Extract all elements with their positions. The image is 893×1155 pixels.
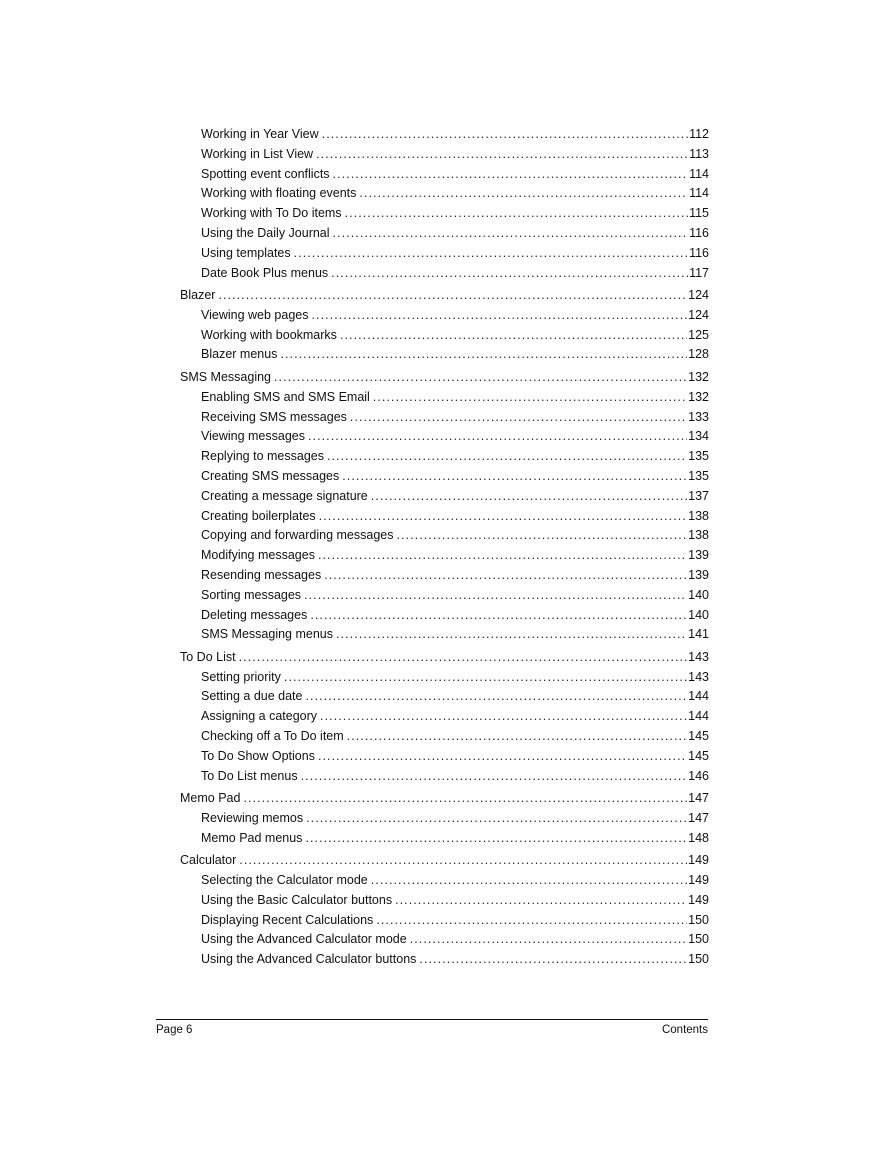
toc-dot-leader xyxy=(371,871,687,891)
toc-entry-page: 149 xyxy=(688,892,709,907)
toc-entry-page: 112 xyxy=(689,127,709,141)
toc-entry-page: 124 xyxy=(688,307,709,322)
toc-dot-leader xyxy=(284,668,687,688)
toc-entry-page: 116 xyxy=(689,245,709,260)
toc-entry-title: To Do Show Options xyxy=(201,748,315,763)
toc-entry-title: Deleting messages xyxy=(201,607,308,622)
toc-entry-title: Creating boilerplates xyxy=(201,508,316,523)
toc-dot-leader xyxy=(280,345,687,365)
toc-dot-leader xyxy=(239,648,688,668)
toc-subsection-entry[interactable] xyxy=(180,707,709,727)
toc-dot-leader xyxy=(396,526,687,546)
toc-dot-leader xyxy=(322,125,688,145)
toc-entry-title: Working in Year View xyxy=(201,127,319,141)
toc-entry-page: 139 xyxy=(688,548,709,563)
footer-section-name: Contents xyxy=(661,1024,708,1036)
toc-entry-title: Creating a message signature xyxy=(201,488,368,503)
toc-dot-leader xyxy=(319,507,687,527)
toc-dot-leader xyxy=(395,891,687,911)
toc-subsection-entry[interactable] xyxy=(180,306,709,326)
toc-entry-page: 150 xyxy=(688,912,709,927)
toc-entry-title: To Do List menus xyxy=(201,768,298,783)
toc-subsection-entry[interactable] xyxy=(180,809,709,829)
toc-entry-title: Resending messages xyxy=(201,567,322,582)
toc-dot-leader xyxy=(318,747,687,767)
toc-dot-leader xyxy=(305,687,687,707)
toc-subsection-entry[interactable] xyxy=(180,145,709,165)
toc-entry-title: Viewing messages xyxy=(201,429,305,444)
toc-dot-leader xyxy=(294,244,688,264)
toc-subsection-entry[interactable] xyxy=(180,668,709,688)
toc-dot-leader xyxy=(316,145,688,165)
toc-entry-title: Sorting messages xyxy=(201,587,302,602)
toc-entry-page: 114 xyxy=(689,166,709,181)
toc-subsection-entry[interactable] xyxy=(180,891,709,911)
toc-subsection-entry[interactable] xyxy=(180,911,709,931)
toc-entry-page: 139 xyxy=(688,567,709,582)
toc-entry-title: Viewing web pages xyxy=(201,307,309,322)
toc-dot-leader xyxy=(331,264,688,284)
toc-subsection-entry[interactable] xyxy=(180,507,709,527)
toc-entry-page: 134 xyxy=(688,429,709,444)
toc-entry-title: Modifying messages xyxy=(201,548,315,563)
toc-subsection-entry[interactable] xyxy=(180,184,709,204)
toc-subsection-entry[interactable] xyxy=(180,930,709,950)
toc-entry-page: 124 xyxy=(688,288,709,303)
toc-subsection-entry[interactable] xyxy=(180,767,709,787)
toc-subsection-entry[interactable] xyxy=(180,487,709,507)
toc-dot-leader xyxy=(350,408,687,428)
toc-dot-leader xyxy=(336,625,687,645)
toc-subsection-entry[interactable] xyxy=(180,264,709,284)
toc-entry-title: To Do List xyxy=(180,649,236,664)
toc-entry-title: Setting a due date xyxy=(201,689,303,704)
toc-entry-page: 147 xyxy=(688,791,709,806)
toc-dot-leader xyxy=(376,911,687,931)
toc-entry-title: Checking off a To Do item xyxy=(201,728,344,743)
toc-entry-title: Selecting the Calculator mode xyxy=(201,872,368,887)
toc-dot-leader xyxy=(419,950,687,970)
toc-entry-page: 138 xyxy=(688,508,709,523)
toc-entry-title: Working with bookmarks xyxy=(201,327,337,342)
toc-entry-page: 148 xyxy=(688,830,709,845)
toc-entry-title: Memo Pad xyxy=(180,791,241,806)
toc-entry-title: Blazer menus xyxy=(201,347,278,362)
toc-subsection-entry[interactable] xyxy=(180,204,709,224)
toc-entry-page: 145 xyxy=(688,748,709,763)
toc-section-entry[interactable] xyxy=(180,648,709,668)
toc-dot-leader xyxy=(347,727,687,747)
toc-subsection-entry[interactable] xyxy=(180,625,709,645)
toc-subsection-entry[interactable] xyxy=(180,408,709,428)
toc-entry-title: Date Book Plus menus xyxy=(201,265,329,280)
toc-entry-page: 150 xyxy=(688,952,709,967)
footer-rule xyxy=(156,1019,708,1020)
toc-dot-leader xyxy=(333,224,689,244)
toc-entry-page: 143 xyxy=(688,669,709,684)
toc-subsection-entry[interactable] xyxy=(180,829,709,849)
toc-entry-title: Assigning a category xyxy=(201,709,318,724)
toc-dot-leader xyxy=(320,707,687,727)
toc-subsection-entry[interactable] xyxy=(180,526,709,546)
toc-subsection-entry[interactable] xyxy=(180,727,709,747)
toc-entry-title: Blazer xyxy=(180,288,216,303)
toc-entry-page: 125 xyxy=(688,327,709,342)
toc-subsection-entry[interactable] xyxy=(180,566,709,586)
toc-subsection-entry[interactable] xyxy=(180,747,709,767)
toc-subsection-entry[interactable] xyxy=(180,388,709,408)
toc-entry-page: 115 xyxy=(689,206,709,221)
toc-subsection-entry[interactable] xyxy=(180,467,709,487)
toc-subsection-entry[interactable] xyxy=(180,125,709,145)
toc-entry-title: SMS Messaging menus xyxy=(201,627,334,642)
toc-entry-page: 116 xyxy=(689,225,709,240)
toc-dot-leader xyxy=(304,586,687,606)
toc-dot-leader xyxy=(311,306,687,326)
toc-entry-title: Using the Advanced Calculator mode xyxy=(201,932,407,947)
toc-dot-leader xyxy=(340,326,687,346)
toc-entry-page: 113 xyxy=(689,146,709,161)
toc-entry-title: Receiving SMS messages xyxy=(201,409,347,424)
toc-entry-title: Replying to messages xyxy=(201,449,324,464)
toc-dot-leader xyxy=(218,286,687,306)
toc-entry-page: 143 xyxy=(688,649,709,664)
toc-section-entry[interactable] xyxy=(180,851,709,871)
toc-entry-page: 117 xyxy=(689,265,709,280)
toc-subsection-entry[interactable] xyxy=(180,447,709,467)
toc-entry-title: Enabling SMS and SMS Email xyxy=(201,389,370,404)
footer-page-number: Page 6 xyxy=(156,1024,193,1036)
toc-entry-page: 146 xyxy=(688,768,709,783)
toc-dot-leader xyxy=(318,546,687,566)
toc-section-entry[interactable] xyxy=(180,286,709,306)
toc-dot-leader xyxy=(359,184,688,204)
toc-dot-leader xyxy=(373,388,687,408)
toc-subsection-entry[interactable] xyxy=(180,871,709,891)
toc-subsection-entry[interactable] xyxy=(180,165,709,185)
toc-dot-leader xyxy=(342,467,687,487)
toc-entry-page: 149 xyxy=(688,853,709,868)
toc-entry-title: Using templates xyxy=(201,245,291,260)
toc-entry-page: 132 xyxy=(688,369,709,384)
toc-dot-leader xyxy=(243,789,687,809)
toc-entry-title: Reviewing memos xyxy=(201,810,304,825)
toc-dot-leader xyxy=(327,447,687,467)
toc-entry-title: Working with To Do items xyxy=(201,206,342,221)
toc-entry-page: 114 xyxy=(689,186,709,201)
toc-entry-page: 140 xyxy=(688,587,709,602)
toc-entry-page: 128 xyxy=(688,347,709,362)
toc-entry-page: 144 xyxy=(688,689,709,704)
toc-dot-leader xyxy=(345,204,689,224)
toc-section-entry[interactable] xyxy=(180,368,709,388)
toc-subsection-entry[interactable] xyxy=(180,224,709,244)
toc-subsection-entry[interactable] xyxy=(180,606,709,626)
toc-entry-page: 144 xyxy=(688,709,709,724)
toc-dot-leader xyxy=(305,829,687,849)
toc-subsection-entry[interactable] xyxy=(180,427,709,447)
toc-entry-page: 133 xyxy=(688,409,709,424)
toc-entry-title: Copying and forwarding messages xyxy=(201,528,394,543)
toc-entry-page: 145 xyxy=(688,728,709,743)
toc-subsection-entry[interactable] xyxy=(180,687,709,707)
toc-dot-leader xyxy=(239,851,687,871)
toc-dot-leader xyxy=(274,368,687,388)
toc-entry-title: Working in List View xyxy=(201,146,314,161)
toc-entry-title: Setting priority xyxy=(201,669,281,684)
toc-entry-page: 135 xyxy=(688,449,709,464)
toc-subsection-entry[interactable] xyxy=(180,586,709,606)
toc-entry-title: Using the Advanced Calculator buttons xyxy=(201,952,417,967)
toc-entry-title: Calculator xyxy=(180,853,237,868)
toc-entry-title: Working with floating events xyxy=(201,186,357,201)
toc-dot-leader xyxy=(324,566,687,586)
toc-entry-title: SMS Messaging xyxy=(180,369,272,384)
table-of-contents xyxy=(180,125,709,970)
toc-entry-page: 141 xyxy=(688,627,709,642)
toc-subsection-entry[interactable] xyxy=(180,326,709,346)
toc-entry-page: 135 xyxy=(688,468,709,483)
toc-entry-title: Using the Basic Calculator buttons xyxy=(201,892,393,907)
toc-dot-leader xyxy=(301,767,688,787)
toc-entry-page: 140 xyxy=(688,607,709,622)
toc-entry-page: 132 xyxy=(688,389,709,404)
toc-entry-title: Creating SMS messages xyxy=(201,468,340,483)
toc-subsection-entry[interactable] xyxy=(180,345,709,365)
toc-entry-title: Memo Pad menus xyxy=(201,830,303,845)
toc-subsection-entry[interactable] xyxy=(180,546,709,566)
toc-dot-leader xyxy=(333,165,689,185)
toc-dot-leader xyxy=(306,809,687,829)
toc-entry-page: 138 xyxy=(688,528,709,543)
toc-section-entry[interactable] xyxy=(180,789,709,809)
toc-entry-title: Displaying Recent Calculations xyxy=(201,912,374,927)
toc-entry-page: 137 xyxy=(688,488,709,503)
toc-subsection-entry[interactable] xyxy=(180,950,709,970)
toc-entry-page: 149 xyxy=(688,872,709,887)
toc-dot-leader xyxy=(410,930,687,950)
toc-dot-leader xyxy=(308,427,687,447)
toc-dot-leader xyxy=(310,606,687,626)
toc-entry-title: Spotting event conflicts xyxy=(201,166,330,181)
toc-entry-page: 147 xyxy=(688,810,709,825)
toc-entry-page: 150 xyxy=(688,932,709,947)
toc-subsection-entry[interactable] xyxy=(180,244,709,264)
toc-entry-title: Using the Daily Journal xyxy=(201,225,330,240)
toc-dot-leader xyxy=(371,487,687,507)
